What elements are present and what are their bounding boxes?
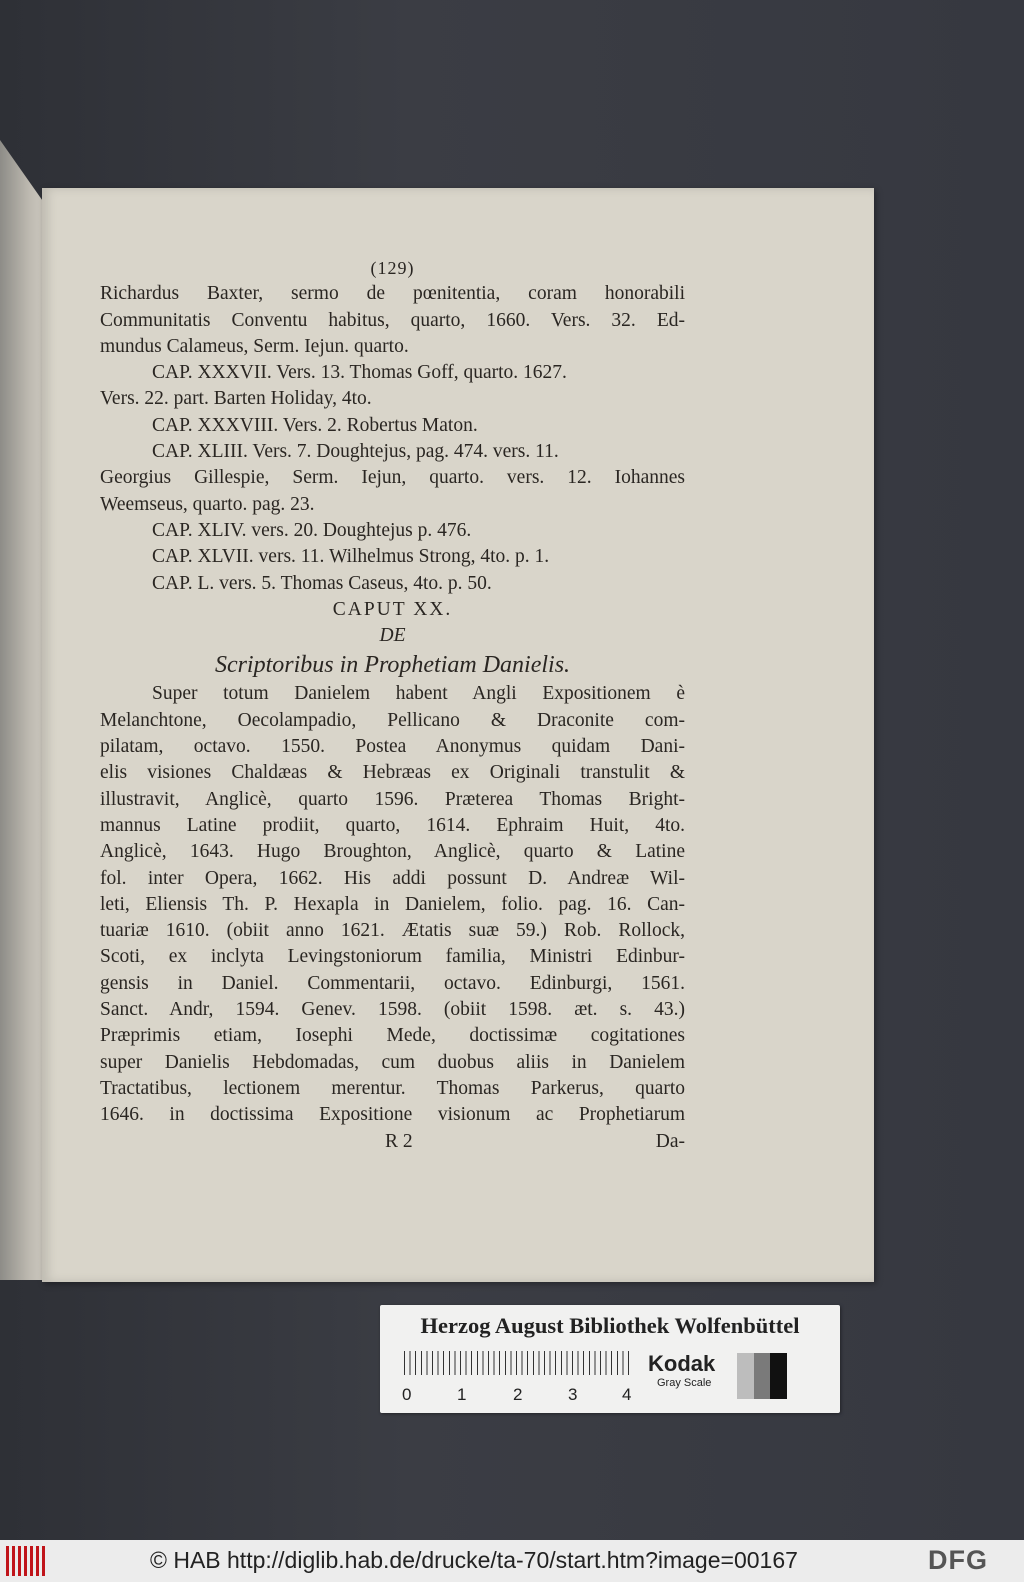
- text-line: CAP. XXXVIII. Vers. 2. Robertus Maton.: [152, 414, 478, 436]
- text-line: Communitatis Conventu habitus, quarto, 1660. Vers. 32. Ed-: [100, 309, 685, 331]
- ruler-ticks: [404, 1351, 632, 1375]
- text-line: CAP. XXXVII. Vers. 13. Thomas Goff, quarto. 1627.: [152, 362, 567, 384]
- text-line: illustravit, Anglicè, quarto 1596. Præterea Thomas Bright-: [100, 788, 685, 810]
- hab-barcode-icon: [6, 1546, 48, 1576]
- text-line: CAP. XLVII. vers. 11. Wilhelmus Strong, 4to. p. 1.: [152, 546, 550, 568]
- ruler-number: 0: [402, 1385, 412, 1404]
- text-line: elis visiones Chaldæas & Hebræas ex Originali transtulit &: [100, 762, 685, 784]
- ruler-number: 1: [457, 1385, 467, 1404]
- text-line: Melanchtone, Oecolampadio, Pellicano & Draconite com-: [100, 709, 685, 731]
- ruler-number: 4: [622, 1385, 632, 1404]
- chapter-heading: CAPUT XX.: [332, 598, 453, 620]
- text-line: mundus Calameus, Serm. Iejun. quarto.: [100, 335, 409, 357]
- text-line: leti, Eliensis Th. P. Hexapla in Danielem, folio. pag. 16. Can-: [100, 893, 685, 915]
- chapter-de: DE: [379, 625, 406, 647]
- text-line: Scoti, ex inclyta Levingstoniorum familia, Ministri Edinbur-: [100, 946, 685, 968]
- library-color-card: [380, 1305, 840, 1413]
- text-line: CAP. XLIII. Vers. 7. Doughtejus, pag. 474. vers. 11.: [152, 441, 559, 463]
- catchword: Da-: [655, 1130, 685, 1152]
- footer-bar: [0, 1540, 1024, 1582]
- text-line: gensis in Daniel. Commentarii, octavo. Edinburgi, 1561.: [100, 972, 685, 994]
- gray-scale-label: Gray Scale: [657, 1377, 712, 1389]
- gray-swatch: [737, 1353, 787, 1399]
- text-line: Sanct. Andr, 1594. Genev. 1598. (obiit 1598. æt. s. 43.): [100, 999, 685, 1021]
- text-line: Super totum Danielem habent Angli Expositionem è: [152, 683, 685, 705]
- footer-url[interactable]: © HAB http://diglib.hab.de/drucke/ta-70/start.htm?image=00167: [150, 1547, 798, 1573]
- chapter-title: Scriptoribus in Prophetiam Danielis.: [214, 652, 571, 679]
- kodak-logo: Kodak: [648, 1351, 716, 1376]
- text-line: Tractatibus, lectionem merentur. Thomas Parkerus, quarto: [100, 1077, 685, 1099]
- page-number-header: (129): [370, 258, 415, 278]
- text-line: Anglicè, 1643. Hugo Broughton, Anglicè, quarto & Latine: [100, 841, 685, 863]
- text-line: Præprimis etiam, Iosephi Mede, doctissimæ cogitationes: [100, 1025, 685, 1047]
- text-line: tuariæ 1610. (obiit anno 1621. Ætatis suæ 59.) Rob. Rollock,: [100, 920, 685, 942]
- library-name: Herzog August Bibliothek Wolfenbüttel: [420, 1313, 800, 1338]
- page-text: [100, 255, 685, 1155]
- text-line: Vers. 22. part. Barten Holiday, 4to.: [100, 388, 372, 410]
- ruler-numbers: [398, 1385, 648, 1407]
- text-line: Richardus Baxter, sermo de pœnitentia, coram honorabili: [100, 283, 685, 305]
- text-line: Georgius Gillespie, Serm. Iejun, quarto. vers. 12. Iohannes: [100, 467, 685, 489]
- text-line: pilatam, octavo. 1550. Postea Anonymus quidam Dani-: [100, 736, 685, 758]
- text-line: fol. inter Opera, 1662. His addi possunt D. Andreæ Wil-: [100, 867, 685, 889]
- signature-mark: R 2: [385, 1130, 413, 1152]
- text-line: CAP. XLIV. vers. 20. Doughtejus p. 476.: [152, 519, 472, 541]
- ruler-number: 2: [513, 1385, 523, 1404]
- dfg-logo: DFG: [928, 1545, 988, 1575]
- ruler-number: 3: [568, 1385, 578, 1404]
- page-footer-line: [100, 1129, 685, 1155]
- text-line: CAP. L. vers. 5. Thomas Caseus, 4to. p. 50.: [152, 572, 492, 594]
- text-line: mannus Latine prodiit, quarto, 1614. Ephraim Huit, 4to.: [100, 814, 685, 836]
- text-line: Weemseus, quarto. pag. 23.: [100, 493, 315, 515]
- underlying-page-edge: [0, 140, 48, 1280]
- text-line: super Danielis Hebdomadas, cum duobus aliis in Danielem: [100, 1051, 685, 1073]
- text-line: 1646. in doctissima Expositione visionum ac Prophetiarum: [100, 1104, 685, 1126]
